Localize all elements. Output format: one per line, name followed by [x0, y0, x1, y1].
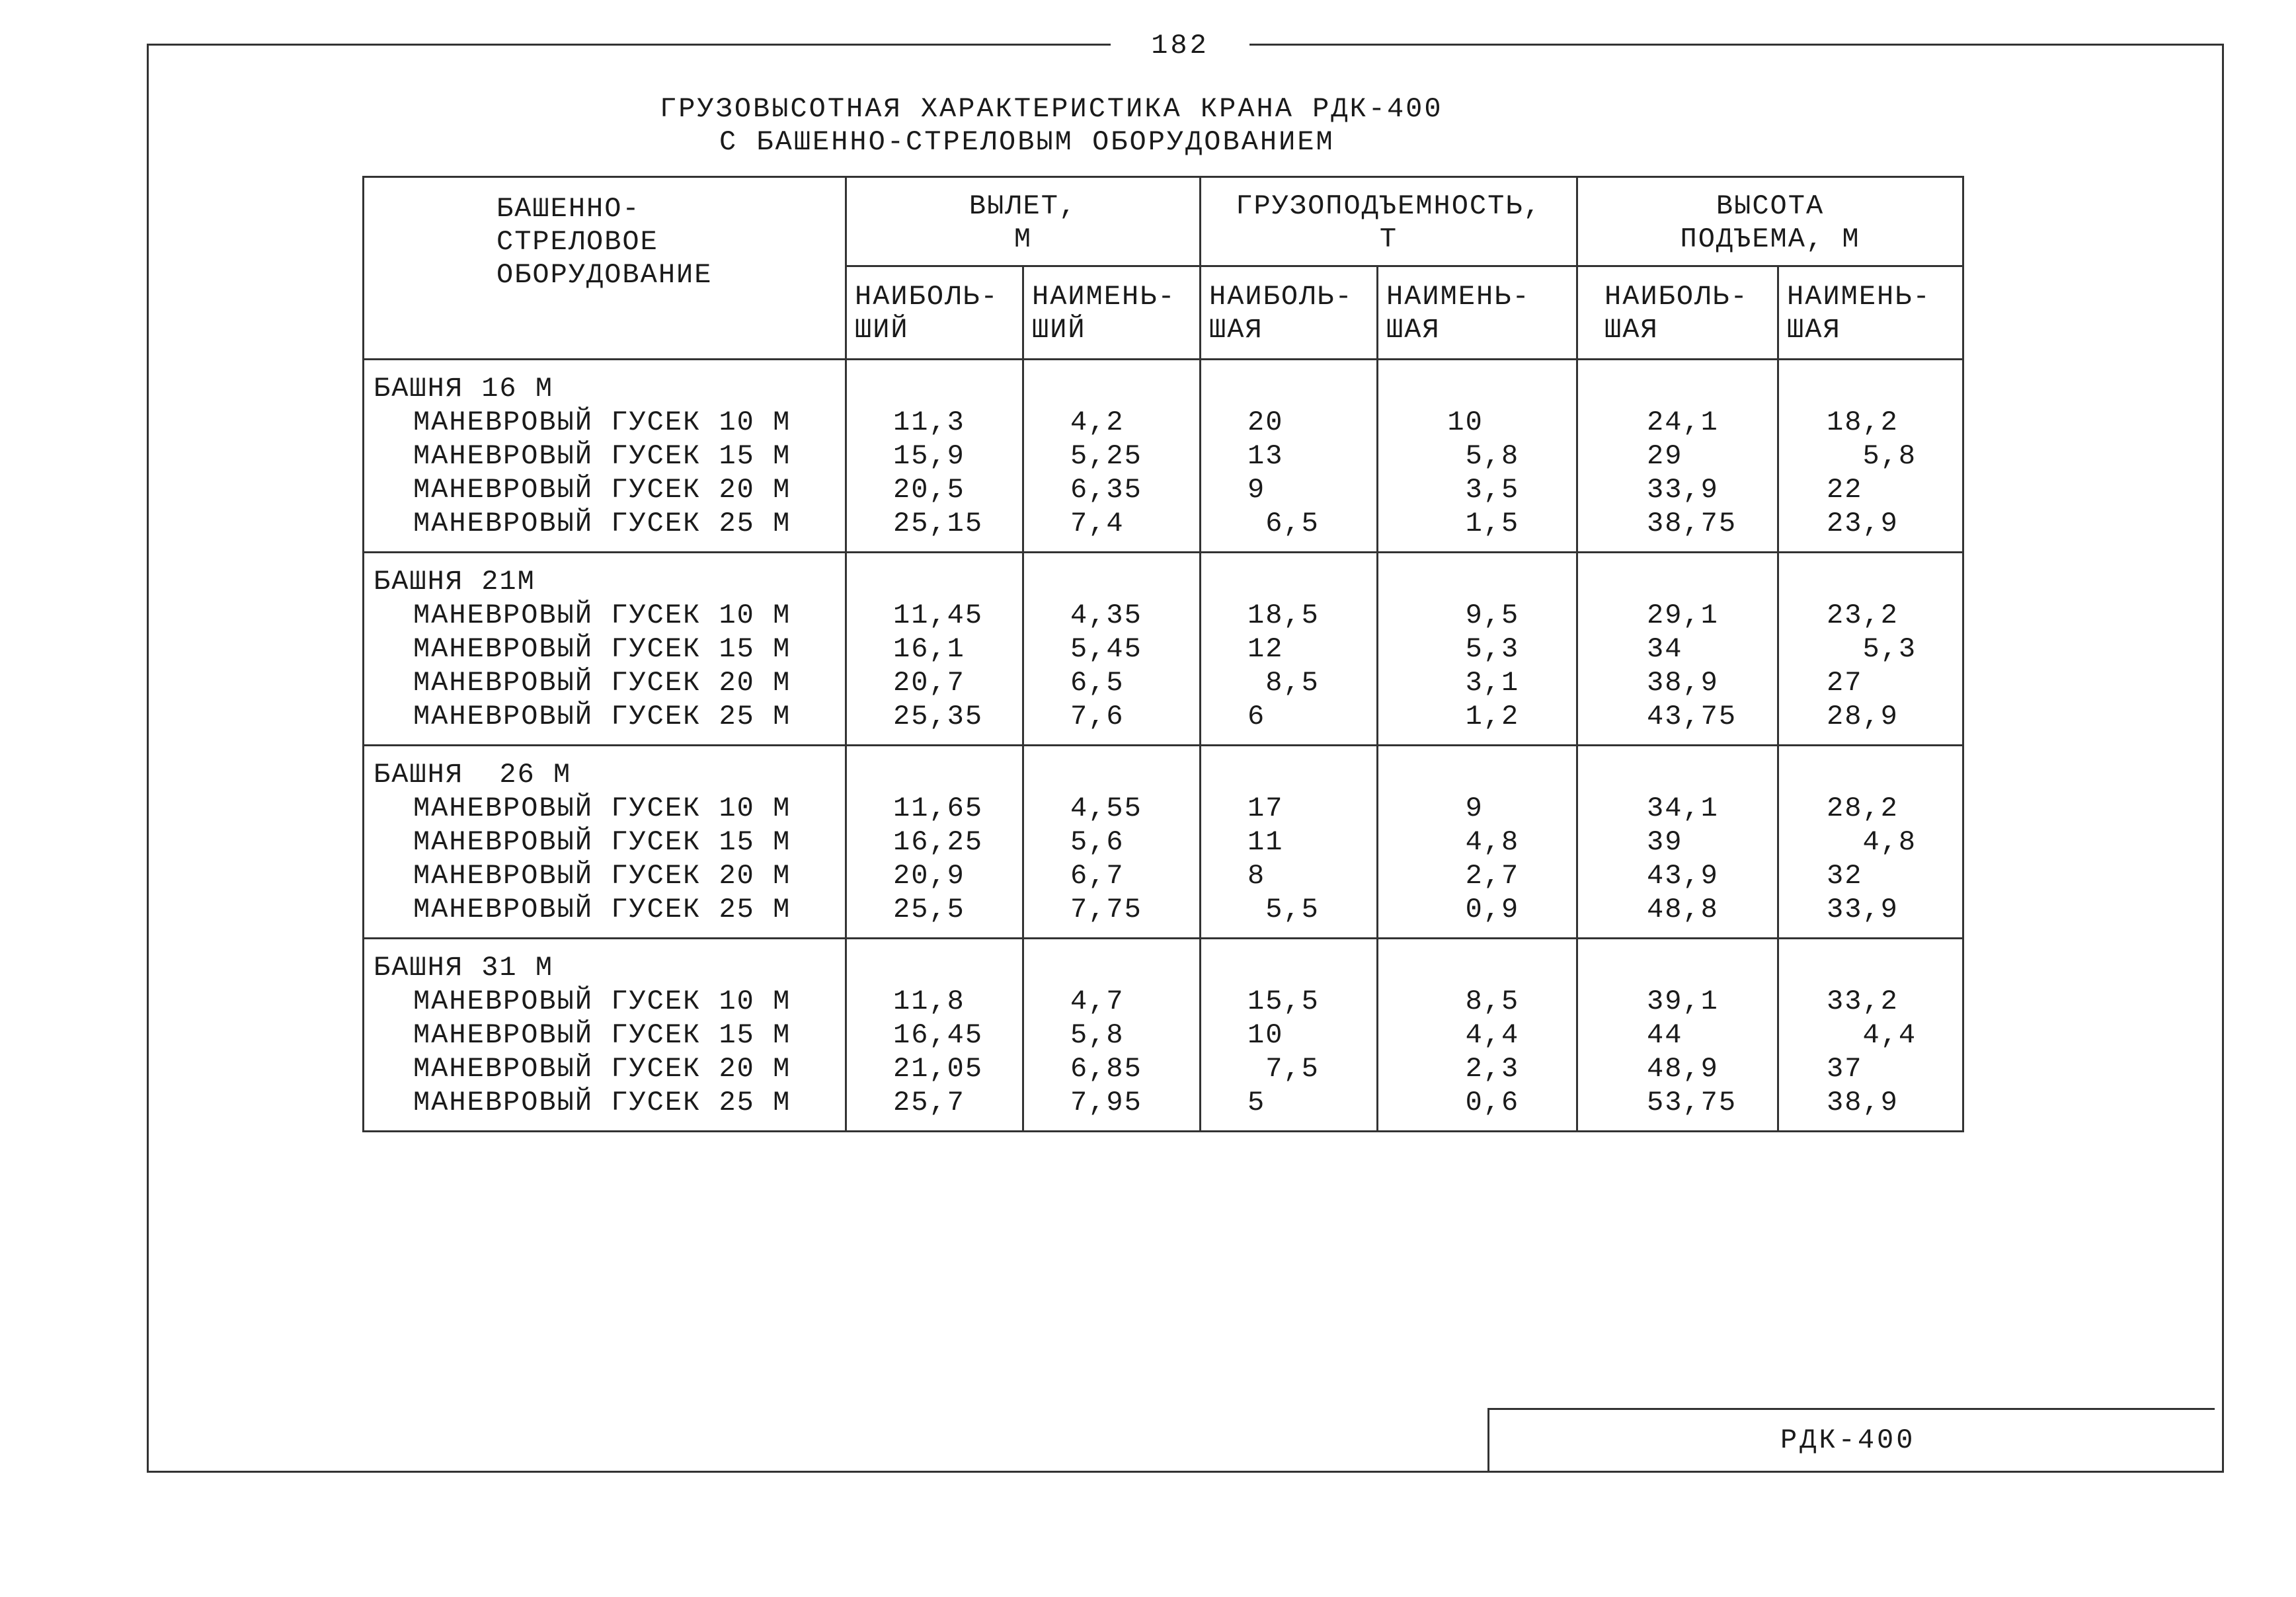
cell-cap-max: 8	[1247, 860, 1266, 892]
column-cap-min	[1378, 553, 1577, 746]
column-height-min	[1778, 746, 1963, 939]
cell-cap-max: 6	[1247, 701, 1266, 732]
cell-height-max: 29	[1647, 440, 1683, 472]
stamp-label: РДК-400	[1780, 1424, 1916, 1456]
cell-reach-min: 6,7	[1070, 860, 1125, 892]
jib-label: МАНЕВРОВЫЙ ГУСЕК 25 М	[413, 701, 791, 732]
cell-height-max: 44	[1647, 1019, 1683, 1051]
cell-height-min: 5,8	[1827, 440, 1917, 472]
column-reach-min	[1023, 746, 1201, 939]
column-height-max	[1577, 360, 1778, 553]
cell-height-max: 39,1	[1647, 986, 1719, 1017]
cell-reach-min: 4,35	[1070, 600, 1142, 631]
cell-height-max: 43,9	[1647, 860, 1719, 892]
jib-label: МАНЕВРОВЫЙ ГУСЕК 10 М	[413, 793, 791, 824]
cell-cap-min: 10	[1411, 407, 1484, 438]
cell-height-min: 4,8	[1827, 826, 1917, 858]
spacer	[1247, 951, 1376, 985]
equipment-cell	[364, 360, 846, 553]
spacer	[1070, 565, 1199, 599]
jib-label: МАНЕВРОВЫЙ ГУСЕК 10 М	[413, 986, 791, 1017]
jib-label: МАНЕВРОВЫЙ ГУСЕК 20 М	[413, 860, 791, 892]
spacer	[1070, 951, 1199, 985]
cell-height-min: 4,4	[1827, 1019, 1917, 1051]
cell-reach-min: 6,5	[1070, 667, 1125, 699]
column-cap-max	[1201, 553, 1378, 746]
spacer	[1411, 951, 1576, 985]
cell-reach-min: 4,55	[1070, 793, 1142, 824]
header-height-max: НАИБОЛЬ- ШАЯ	[1577, 266, 1778, 360]
cell-cap-max: 9	[1247, 474, 1266, 506]
spacer	[1247, 565, 1376, 599]
header-equipment: БАШЕННО- СТРЕЛОВОЕ ОБОРУДОВАНИЕ	[364, 177, 846, 360]
jib-label: МАНЕВРОВЫЙ ГУСЕК 20 М	[413, 1053, 791, 1085]
column-cap-min	[1378, 939, 1577, 1132]
header-cap-min: НАИМЕНЬ- ШАЯ	[1378, 266, 1577, 360]
jib-label: МАНЕВРОВЫЙ ГУСЕК 15 М	[413, 633, 791, 665]
jib-label: МАНЕВРОВЫЙ ГУСЕК 20 М	[413, 667, 791, 699]
cell-cap-max: 5	[1247, 1087, 1266, 1118]
cell-cap-min: 9	[1411, 793, 1484, 824]
title-block-stamp	[1487, 1408, 2215, 1471]
column-reach-max	[846, 939, 1023, 1132]
jib-label: МАНЕВРОВЫЙ ГУСЕК 25 М	[413, 508, 791, 539]
cell-cap-min: 3,1	[1411, 667, 1520, 699]
title-line-2: С БАШЕННО-СТРЕЛОВЫМ ОБОРУДОВАНИЕМ	[719, 126, 1335, 158]
cell-height-min: 28,9	[1827, 701, 1899, 732]
cell-height-min: 37	[1827, 1053, 1863, 1085]
cell-reach-min: 7,75	[1070, 894, 1142, 925]
spacer	[1827, 372, 1962, 406]
cell-reach-max: 16,1	[893, 633, 965, 665]
column-cap-min	[1378, 746, 1577, 939]
tower-label: БАШНЯ 26 М	[374, 759, 572, 791]
cell-height-max: 33,9	[1647, 474, 1719, 506]
jib-label: МАНЕВРОВЫЙ ГУСЕК 25 М	[413, 894, 791, 925]
column-cap-max	[1201, 360, 1378, 553]
column-cap-max	[1201, 939, 1378, 1132]
column-reach-max	[846, 746, 1023, 939]
cell-reach-min: 5,45	[1070, 633, 1142, 665]
cell-reach-max: 25,15	[893, 508, 984, 539]
cell-cap-min: 5,3	[1411, 633, 1520, 665]
header-height-min: НАИМЕНЬ- ШАЯ	[1778, 266, 1963, 360]
jib-label: МАНЕВРОВЫЙ ГУСЕК 15 М	[413, 440, 791, 472]
cell-cap-max: 15,5	[1247, 986, 1320, 1017]
cell-reach-max: 11,8	[893, 986, 965, 1017]
page-number: 182	[1111, 29, 1249, 62]
cell-reach-min: 4,7	[1070, 986, 1125, 1017]
document-title	[660, 93, 1519, 159]
cell-cap-max: 8,5	[1247, 667, 1320, 699]
cell-height-min: 23,9	[1827, 508, 1899, 539]
cell-cap-min: 1,2	[1411, 701, 1520, 732]
cell-reach-min: 6,85	[1070, 1053, 1142, 1085]
header-height: ВЫСОТА ПОДЪЕМА, М	[1577, 177, 1963, 266]
cell-cap-max: 5,5	[1247, 894, 1320, 925]
cell-height-max: 53,75	[1647, 1087, 1737, 1118]
cell-cap-max: 12	[1247, 633, 1284, 665]
cell-height-min: 27	[1827, 667, 1863, 699]
column-cap-max	[1201, 746, 1378, 939]
equipment-cell	[364, 939, 846, 1132]
cell-height-max: 34,1	[1647, 793, 1719, 824]
cell-cap-min: 4,8	[1411, 826, 1520, 858]
column-height-min	[1778, 939, 1963, 1132]
spacer	[1827, 758, 1962, 792]
cell-reach-min: 5,25	[1070, 440, 1142, 472]
spacer	[1827, 565, 1962, 599]
header-cap-max: НАИБОЛЬ- ШАЯ	[1201, 266, 1378, 360]
column-height-min	[1778, 360, 1963, 553]
cell-cap-max: 18,5	[1247, 600, 1320, 631]
cell-reach-max: 11,3	[893, 407, 965, 438]
cell-height-max: 43,75	[1647, 701, 1737, 732]
cell-height-min: 33,9	[1827, 894, 1899, 925]
cell-reach-max: 21,05	[893, 1053, 984, 1085]
spacer	[1411, 565, 1576, 599]
spacer	[1070, 758, 1199, 792]
tower-block	[364, 360, 1963, 553]
cell-reach-min: 6,35	[1070, 474, 1142, 506]
cell-reach-max: 20,7	[893, 667, 965, 699]
cell-reach-max: 25,5	[893, 894, 965, 925]
header-capacity: ГРУЗОПОДЪЕМНОСТЬ, Т	[1201, 177, 1577, 266]
spacer	[893, 372, 1022, 406]
cell-height-max: 24,1	[1647, 407, 1719, 438]
column-reach-max	[846, 553, 1023, 746]
spacer	[893, 565, 1022, 599]
cell-cap-min: 4,4	[1411, 1019, 1520, 1051]
cell-height-max: 48,9	[1647, 1053, 1719, 1085]
jib-label: МАНЕВРОВЫЙ ГУСЕК 25 М	[413, 1087, 791, 1118]
spacer	[1411, 372, 1576, 406]
column-height-min	[1778, 553, 1963, 746]
column-reach-min	[1023, 360, 1201, 553]
spacer	[893, 758, 1022, 792]
cell-height-max: 38,9	[1647, 667, 1719, 699]
cell-reach-max: 20,5	[893, 474, 965, 506]
header-reach-min: НАИМЕНЬ- ШИЙ	[1023, 266, 1201, 360]
equipment-cell	[364, 553, 846, 746]
spacer	[1247, 372, 1376, 406]
cell-cap-min: 2,3	[1411, 1053, 1520, 1085]
tower-block	[364, 939, 1963, 1132]
jib-label: МАНЕВРОВЫЙ ГУСЕК 10 М	[413, 407, 791, 438]
jib-label: МАНЕВРОВЫЙ ГУСЕК 15 М	[413, 1019, 791, 1051]
cell-reach-min: 5,6	[1070, 826, 1125, 858]
cell-reach-max: 25,35	[893, 701, 984, 732]
tower-label: БАШНЯ 31 М	[374, 952, 554, 984]
tower-block	[364, 746, 1963, 939]
column-height-max	[1577, 746, 1778, 939]
cell-height-max: 34	[1647, 633, 1683, 665]
cell-height-max: 29,1	[1647, 600, 1719, 631]
spacer	[1247, 758, 1376, 792]
header-reach-max: НАИБОЛЬ- ШИЙ	[846, 266, 1023, 360]
column-reach-max	[846, 360, 1023, 553]
cell-reach-max: 16,45	[893, 1019, 984, 1051]
cell-reach-min: 4,2	[1070, 407, 1125, 438]
cell-cap-max: 13	[1247, 440, 1284, 472]
cell-height-min: 32	[1827, 860, 1863, 892]
column-cap-min	[1378, 360, 1577, 553]
cell-height-max: 39	[1647, 826, 1683, 858]
cell-cap-min: 0,6	[1411, 1087, 1520, 1118]
cell-cap-min: 0,9	[1411, 894, 1520, 925]
cell-reach-min: 7,95	[1070, 1087, 1142, 1118]
column-reach-min	[1023, 553, 1201, 746]
tower-block	[364, 553, 1963, 746]
cell-reach-max: 15,9	[893, 440, 965, 472]
tower-label: БАШНЯ 21М	[374, 566, 535, 598]
title-line-1: ГРУЗОВЫСОТНАЯ ХАРАКТЕРИСТИКА КРАНА РДК-400	[660, 93, 1443, 125]
tower-label: БАШНЯ 16 М	[374, 373, 554, 405]
cell-height-min: 18,2	[1827, 407, 1899, 438]
column-height-max	[1577, 939, 1778, 1132]
cell-cap-min: 3,5	[1411, 474, 1520, 506]
cell-cap-min: 1,5	[1411, 508, 1520, 539]
jib-label: МАНЕВРОВЫЙ ГУСЕК 10 М	[413, 600, 791, 631]
cell-cap-max: 10	[1247, 1019, 1284, 1051]
spacer	[1647, 565, 1777, 599]
cell-cap-max: 11	[1247, 826, 1284, 858]
cell-cap-min: 9,5	[1411, 600, 1520, 631]
cell-reach-max: 11,65	[893, 793, 984, 824]
cell-reach-max: 16,25	[893, 826, 984, 858]
cell-cap-min: 2,7	[1411, 860, 1520, 892]
column-reach-min	[1023, 939, 1201, 1132]
cell-height-max: 38,75	[1647, 508, 1737, 539]
equipment-cell	[364, 746, 846, 939]
cell-cap-max: 17	[1247, 793, 1284, 824]
column-height-max	[1577, 553, 1778, 746]
cell-cap-max: 20	[1247, 407, 1284, 438]
header-reach: ВЫЛЕТ, М	[846, 177, 1201, 266]
cell-reach-max: 20,9	[893, 860, 965, 892]
spacer	[1647, 758, 1777, 792]
spacer	[1411, 758, 1576, 792]
cell-height-min: 33,2	[1827, 986, 1899, 1017]
cell-reach-min: 7,4	[1070, 508, 1125, 539]
spacer	[1827, 951, 1962, 985]
spacer	[893, 951, 1022, 985]
load-height-table	[362, 176, 1964, 1132]
spacer	[1647, 951, 1777, 985]
cell-reach-min: 7,6	[1070, 701, 1125, 732]
spacer	[1070, 372, 1199, 406]
cell-cap-min: 8,5	[1411, 986, 1520, 1017]
cell-height-min: 38,9	[1827, 1087, 1899, 1118]
cell-height-min: 23,2	[1827, 600, 1899, 631]
cell-height-min: 5,3	[1827, 633, 1917, 665]
cell-height-max: 48,8	[1647, 894, 1719, 925]
cell-reach-max: 25,7	[893, 1087, 965, 1118]
cell-reach-min: 5,8	[1070, 1019, 1125, 1051]
cell-cap-max: 6,5	[1247, 508, 1320, 539]
cell-reach-max: 11,45	[893, 600, 984, 631]
cell-height-min: 22	[1827, 474, 1863, 506]
cell-cap-max: 7,5	[1247, 1053, 1320, 1085]
cell-cap-min: 5,8	[1411, 440, 1520, 472]
jib-label: МАНЕВРОВЫЙ ГУСЕК 20 М	[413, 474, 791, 506]
cell-height-min: 28,2	[1827, 793, 1899, 824]
spacer	[1647, 372, 1777, 406]
jib-label: МАНЕВРОВЫЙ ГУСЕК 15 М	[413, 826, 791, 858]
